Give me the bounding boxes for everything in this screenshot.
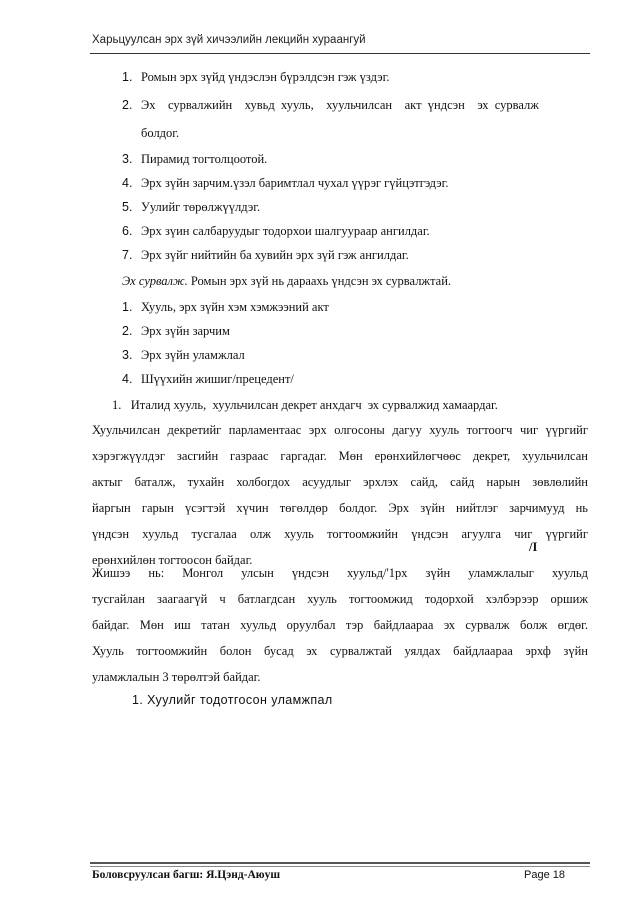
list-item: Ромын эрх зүйд үндэслэн бүрэлдсэн гэж үздэг.: [141, 70, 390, 84]
list-item-number: 3.: [122, 348, 133, 362]
paragraph-line: актыг баталж, тухайн холбогдох асуудлыг эрхлэх сайд, сайд нарын зөвлөлийн: [92, 475, 588, 489]
list-item-number: 2.: [122, 98, 133, 112]
footer-divider-thin: [90, 866, 590, 867]
list-item: Уулийг төрөлжүүлдэг.: [141, 200, 261, 214]
footer-author: Боловсруулсан багш: Я.Цэнд-Аюуш: [92, 869, 281, 881]
list-item-number: 7.: [122, 248, 133, 262]
list-item: Хууль, эрх зүйн хэм хэмжээний акт: [141, 300, 329, 314]
list-item: Шүүхийн жишиг/прецедент/: [141, 372, 294, 386]
list-item-number: 6.: [122, 224, 133, 238]
section-heading: 1. Италид хууль, хуульчилсан декрет анхдагч эх сурвалжид хамаардаг.: [112, 398, 498, 412]
page-mark: /I: [529, 540, 538, 554]
list-item-number: 1.: [122, 70, 133, 84]
source-intro-label: Эх сурвалж.: [122, 274, 188, 288]
header-divider: [90, 53, 590, 54]
footer-divider: [90, 862, 590, 864]
paragraph-line: хэрэгжүүлдэг засгийн газраас гаргадаг. Мөн ерөнхийлөгчөөс декрет, хуульчилсан: [92, 449, 588, 463]
paragraph-line: ерөнхийлөн тогтоосон байдаг.: [92, 553, 253, 567]
paragraph-line: йаргын гарын үсэгтэй хүчин төгөлдөр болдог. Эрх зүйн нийтлэг зарчимууд нь: [92, 501, 588, 515]
list-item-number: 5.: [122, 200, 133, 214]
list-item-number: 4.: [122, 372, 133, 386]
page-number: Page 18: [524, 869, 565, 881]
list-item: Эрх зүйг нийтийн ба хувийн эрх зүй гэж ангилдаг.: [141, 248, 409, 262]
paragraph-line: уламжлалын 3 төрөлтэй байдаг.: [92, 670, 261, 684]
list-item-continuation: болдог.: [141, 126, 180, 140]
list-item-number: 4.: [122, 176, 133, 190]
source-intro: [122, 274, 451, 289]
paragraph-line: үндсэн хуульд тусгалаа олж хууль тогтоомжийн үндсэн агуулга чиг үүргийг: [92, 527, 588, 541]
paragraph-line: байдаг. Мөн иш татан хуульд оруулбал тэр байдлаараа эх сурвалж болж өгдөг.: [92, 618, 588, 632]
paragraph-line: Хуульчилсан декретийг парламентаас эрх олгосоны дагуу хууль тогтоогч чиг үүргийг: [92, 423, 588, 437]
paragraph-line: тусгайлан заагаагүй ч батлагдсан хууль тогтоомжид тодорхой хэлбэрээр оршиж: [92, 592, 588, 606]
document-title: Харьцуулсан эрх зүй хичээлийн лекцийн хураангуй: [92, 34, 366, 46]
list-item: Пирамид тогтолцоотой.: [141, 152, 268, 166]
list-item: Эрх зүйн зарчим.үзэл баримтлал чухал үүрэг гүйцэтгэдэг.: [141, 176, 449, 190]
list-item: Эрх зүйн зарчим: [141, 324, 230, 338]
list-item-number: 1.: [122, 300, 133, 314]
list-item-number: 3.: [122, 152, 133, 166]
paragraph-line: Жишээ нь: Монгол улсын үндсэн хуульд/'1рх зүйн уламжлалыг хуульд: [92, 566, 588, 580]
list-item: Эрх зүин салбаруудыг тодорхои шалгуураар ангилдаг.: [141, 224, 430, 238]
list-item: Эх сурвалжийн хувьд хууль, хуульчилсан акт үндсэн эх сурвалж: [141, 98, 539, 112]
paragraph-line: Хууль тогтоомжийн болон бусад эх сурвалжтай уялдах байдлаараа эрхф зүйн: [92, 644, 588, 658]
source-intro-text: Ромын эрх зүй нь дараахь үндсэн эх сурвалжтай.: [187, 274, 452, 288]
list-item: Эрх зүйн уламжлал: [141, 348, 245, 362]
list-item-number: 2.: [122, 324, 133, 338]
tradition-list-item: 1. Хуулийг тодотгосон уламжпал: [132, 693, 333, 707]
